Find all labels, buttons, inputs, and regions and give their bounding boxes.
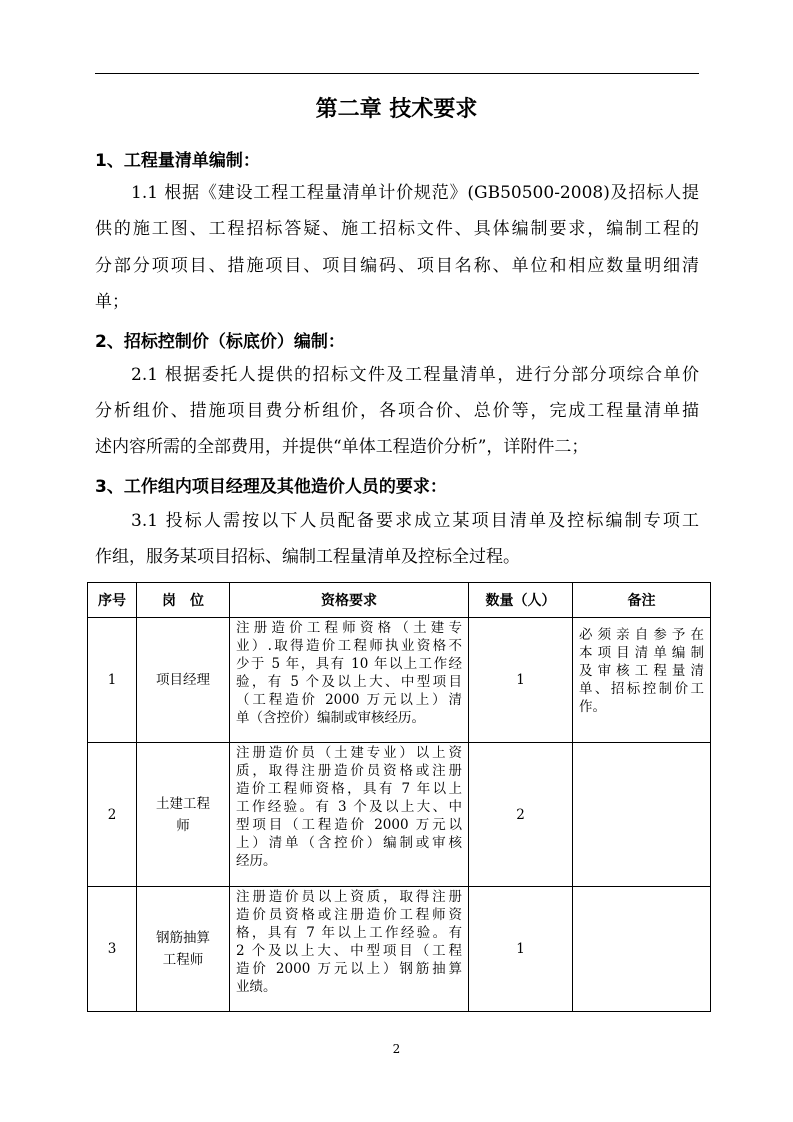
row-number: 1 — [88, 618, 137, 743]
cell-line: 格，具有 7 年以上工作经验。有 — [236, 925, 462, 941]
post-cell — [137, 743, 230, 887]
paragraph-line: 2.1 根据委托人提供的招标文件及工程量清单，进行分部分项综合单价 — [131, 365, 699, 385]
cell-line: 项目经理 — [156, 672, 210, 688]
table-row — [88, 743, 711, 887]
paragraph-line: 单； — [95, 292, 129, 312]
page-number: 2 — [392, 1042, 401, 1056]
cell-line: 造价 2000 万元以上）钢筋抽算 — [236, 961, 462, 977]
requirement-cell — [230, 743, 469, 887]
paragraph-line: 1.1 根据《建设工程工程量清单计价规范》(GB50500-2008)及招标人提 — [131, 183, 699, 203]
note-cell — [573, 743, 711, 887]
section-heading: 1、工程量清单编制： — [95, 151, 260, 171]
cell-line: 造价工程师资格，具有 7 年以上 — [236, 781, 462, 797]
cell-line: 钢筋抽算 — [156, 930, 210, 946]
cell-line: 单、招标控制价工 — [579, 681, 704, 697]
quantity-cell: 1 — [469, 887, 573, 1012]
table-row — [88, 887, 711, 1012]
header-rule — [95, 73, 699, 74]
cell-line: 验，有 5 个及以上大、中型项目 — [236, 674, 462, 690]
cell-line: 及审核工程量清 — [579, 663, 704, 679]
column-header: 数量（人） — [469, 583, 573, 618]
table-row — [88, 618, 711, 743]
cell-line: 2 个及以上大、中型项目（工程 — [236, 943, 462, 959]
cell-line: 师 — [176, 817, 190, 834]
cell-line: 注册造价员以上资质，取得注册 — [236, 889, 462, 905]
paragraph-line: 3.1 投标人需按以下人员配备要求成立某项目清单及控标编制专项工 — [131, 511, 699, 531]
column-header: 资格要求 — [230, 583, 469, 618]
cell-line: 业绩。 — [236, 979, 277, 995]
section-heading: 2、招标控制价（标底价）编制： — [95, 332, 345, 352]
cell-line: 本项目清单编制 — [579, 645, 704, 661]
cell-line: 土建工程 — [156, 795, 210, 812]
paragraph-line: 作组，服务某项目招标、编制工程量清单及控标全过程。 — [95, 547, 520, 567]
post-cell — [137, 618, 230, 743]
cell-line: 质，取得注册造价员资格或注册 — [236, 763, 462, 779]
column-header: 备注 — [573, 583, 711, 618]
requirement-cell — [230, 887, 469, 1012]
cell-line: 单（含控价）编制或审核经历。 — [236, 710, 425, 726]
cell-line: 造价员资格或注册造价工程师资 — [236, 907, 462, 923]
column-header: 岗 位 — [137, 583, 230, 618]
paragraph-line: 供的施工图、工程招标答疑、施工招标文件、具体编制要求，编制工程的 — [95, 219, 699, 239]
quantity-cell: 2 — [469, 743, 573, 887]
quantity-cell: 1 — [469, 618, 573, 743]
staff-requirements-table — [87, 582, 711, 1012]
paragraph-line: 分部分项项目、措施项目、项目编码、项目名称、单位和相应数量明细清 — [95, 256, 699, 276]
cell-line: 业）.取得造价工程师执业资格不 — [236, 638, 462, 654]
paragraph-line: 述内容所需的全部费用，并提供“单体工程造价分析”，详附件二； — [95, 437, 589, 457]
cell-line: 型项目（工程造价 2000 万元以 — [236, 817, 462, 833]
cell-line: 注册造价工程师资格（土建专 — [236, 620, 462, 636]
requirement-cell — [230, 618, 469, 743]
note-cell — [573, 618, 711, 743]
cell-line: 工作经验。有 3 个及以上大、中 — [236, 799, 462, 815]
cell-line: 少于 5 年，具有 10 年以上工作经 — [236, 656, 462, 672]
row-number: 2 — [88, 743, 137, 887]
cell-line: 上）清单（含控价）编制或审核 — [236, 835, 462, 851]
section-heading: 3、工作组内项目经理及其他造价人员的要求： — [95, 477, 447, 497]
cell-line: （工程造价 2000 万元以上）清 — [236, 692, 462, 708]
post-cell — [137, 887, 230, 1012]
chapter-title: 第二章 技术要求 — [315, 97, 478, 122]
cell-line: 必须亲自参予在 — [579, 627, 704, 643]
column-header: 序号 — [88, 583, 137, 618]
cell-line: 作。 — [579, 699, 606, 715]
cell-line: 注册造价员（土建专业）以上资 — [236, 745, 462, 761]
row-number: 3 — [88, 887, 137, 1012]
note-cell — [573, 887, 711, 1012]
cell-line: 工程师 — [162, 952, 204, 968]
cell-line: 经历。 — [236, 853, 277, 869]
paragraph-line: 分析组价、措施项目费分析组价，各项合价、总价等，完成工程量清单描 — [95, 401, 699, 421]
